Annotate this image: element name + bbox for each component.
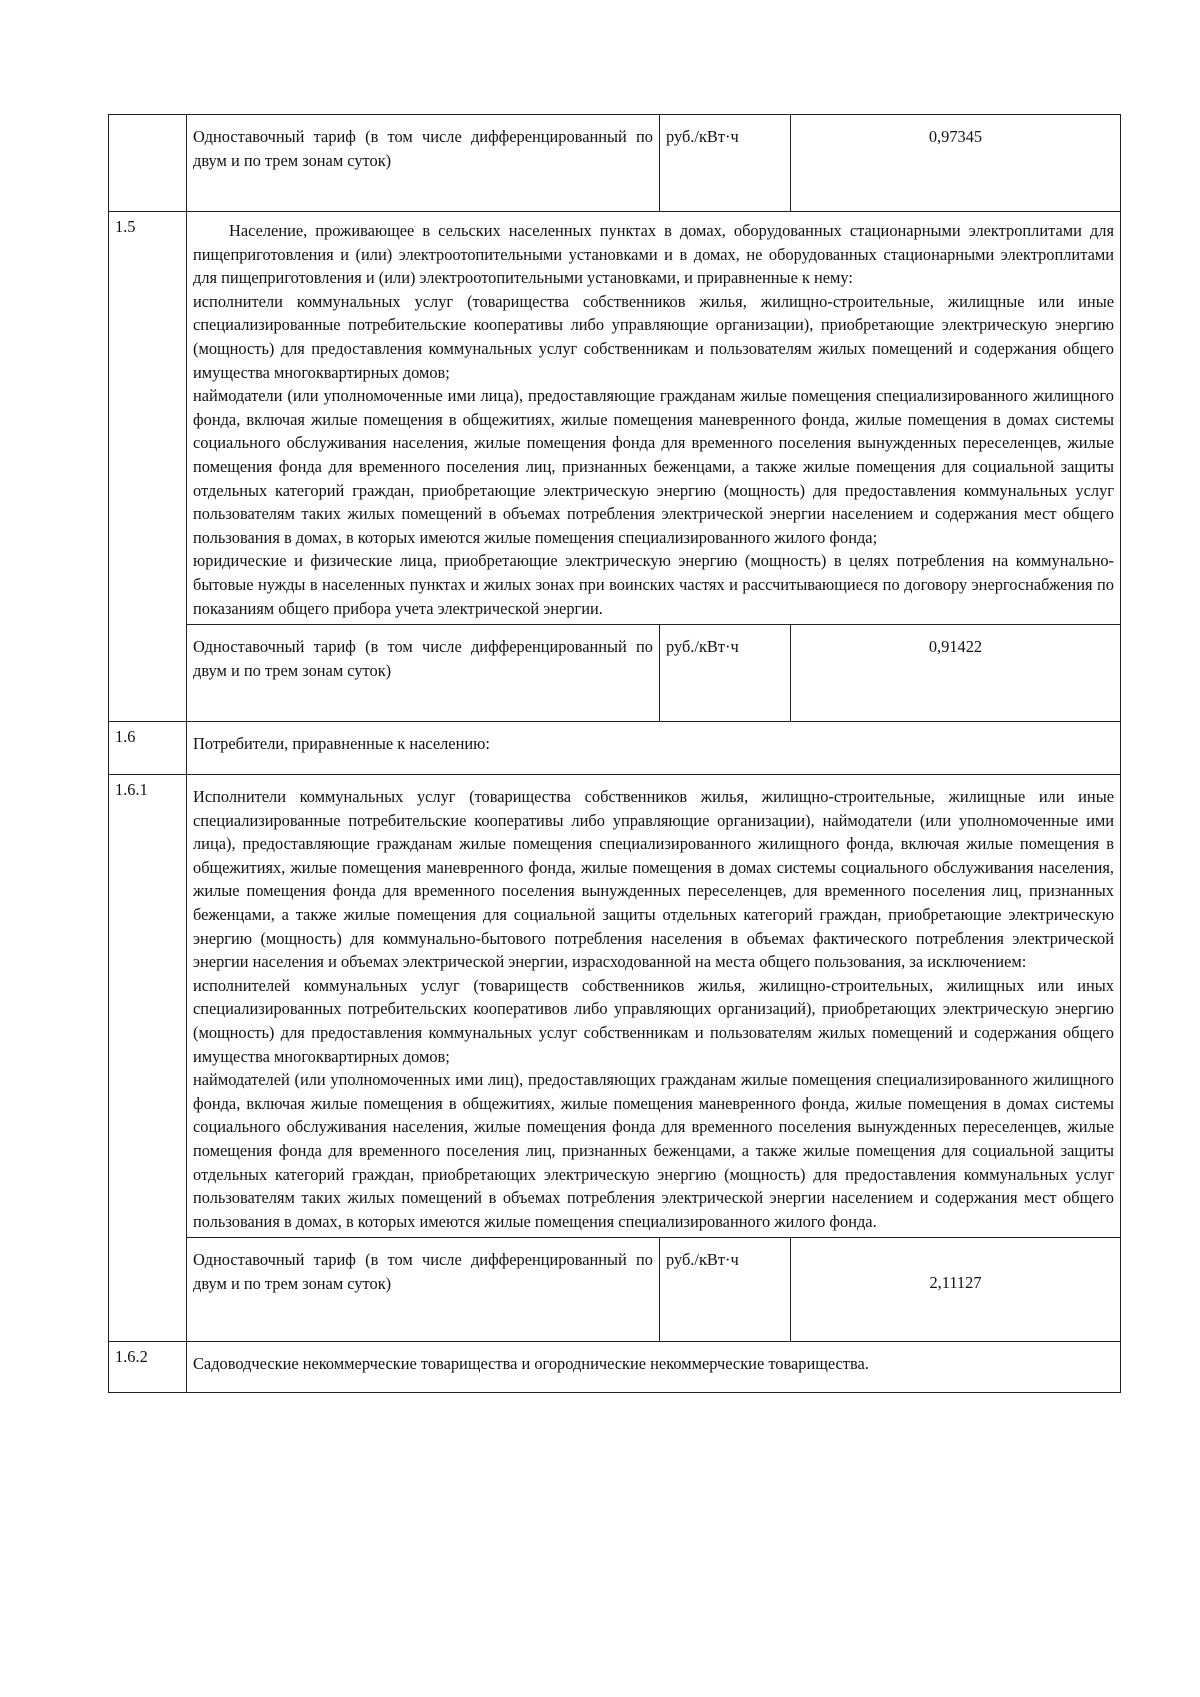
section-heading: Садоводческие некоммерческие товарищества и огороднические некоммерческие товарищества. bbox=[187, 1342, 1121, 1393]
row-number-cell bbox=[109, 115, 187, 212]
tariff-unit: руб./кВт·ч bbox=[660, 625, 791, 722]
row-number: 1.6.1 bbox=[109, 775, 187, 1342]
document-page bbox=[108, 114, 1120, 1393]
paragraph: Исполнители коммунальных услуг (товарищества собственников жилья, жилищно-строительные, жилищные или иные специализированные потребительские кооперативы либо управляющие организации), наймодатели (или уполномоченные ими лица), предоставляющие гражданам жилые помещения специализированного жилищного фонда, включая жилые помещения в общежитиях, жилые помещения маневренного фонда, жилые помещения в домах системы социального обслуживания населения, жилые помещения фонда для временного поселения вынужденных переселенцев, для временного поселения лиц, признанных беженцами, а также жилые помещения для социальной защиты отдельных категорий граждан, приобретающие электрическую энергию (мощность) для коммунально-бытового потребления населения в объемах фактического потребления электрической энергии населения и объемах электрической энергии, израсходованной на места общего пользования, за исключением: bbox=[193, 787, 1114, 972]
tariff-unit: руб./кВт·ч bbox=[660, 115, 791, 212]
paragraph: наймодателей (или уполномоченных ими лиц), предоставляющих гражданам жилые помещения специализированного жилищного фонда, включая жилые помещения в общежитиях, жилые помещения маневренного фонда, жилые помещения в домах системы социального обслуживания населения, жилые помещения фонда для временного поселения вынужденных переселенцев, жилые помещения фонда для временного поселения лиц, признанных беженцами, а также жилые помещения для социальной защиты отдельных категорий граждан, приобретающих электрическую энергию (мощность) для предоставления коммунальных услуг пользователям таких жилых помещений в объемах потребления электрической энергии населением и содержания мест общего пользования в домах, в которых имеются жилые помещения специализированного жилого фонда. bbox=[193, 1070, 1114, 1231]
table-row bbox=[109, 212, 1121, 625]
table-row bbox=[109, 115, 1121, 212]
section-description bbox=[187, 212, 1121, 625]
tariff-label: Одноставочный тариф (в том числе дифференцированный по двум и по трем зонам суток) bbox=[187, 625, 660, 722]
paragraph: исполнители коммунальных услуг (товарищества собственников жилья, жилищно-строительные, жилищные или иные специализированные потребительские кооперативы либо управляющие организации), приобретающие электрическую энергию (мощность) для предоставления коммунальных услуг собственникам и пользователям жилых помещений и содержания общего имущества многоквартирных домов; bbox=[193, 291, 1114, 382]
tariff-label: Одноставочный тариф (в том числе дифференцированный по двум и по трем зонам суток) bbox=[187, 1238, 660, 1342]
paragraph: наймодатели (или уполномоченные ими лица), предоставляющие гражданам жилые помещения специализированного жилищного фонда, включая жилые помещения в общежитиях, жилые помещения маневренного фонда, жилые помещения в домах системы социального обслуживания населения, жилые помещения фонда для временного поселения вынужденных переселенцев, жилые помещения фонда для временного поселения лиц, признанных беженцами, а также жилые помещения для социальной защиты отдельных категорий граждан, приобретающие электрическую энергию (мощность) для предоставления коммунальных услуг пользователям таких жилых помещений в объемах потребления электрической энергии населением и содержания мест общего пользования в домах, в которых имеются жилые помещения специализированного жилого фонда; bbox=[193, 386, 1114, 547]
tariff-value: 0,97345 bbox=[791, 115, 1121, 212]
row-number: 1.6 bbox=[109, 722, 187, 775]
tariff-value: 0,91422 bbox=[791, 625, 1121, 722]
tariff-label: Одноставочный тариф (в том числе дифференцированный по двум и по трем зонам суток) bbox=[187, 115, 660, 212]
section-description bbox=[187, 775, 1121, 1238]
tariff-unit: руб./кВт·ч bbox=[660, 1238, 791, 1342]
row-number: 1.6.2 bbox=[109, 1342, 187, 1393]
section-heading: Потребители, приравненные к населению: bbox=[187, 722, 1121, 775]
table-row bbox=[109, 775, 1121, 1238]
paragraph: Население, проживающее в сельских населенных пунктах в домах, оборудованных стационарными электроплитами для пищеприготовления и (или) электроотопительными установками и в домах, не оборудованных стационарными электроплитами для пищеприготовления и (или) электроотопительными установками, и приравненные к нему: bbox=[193, 221, 1114, 288]
paragraph: юридические и физические лица, приобретающие электрическую энергию (мощность) в целях потребления на коммунально-бытовые нужды в населенных пунктах и жилых зонах при воинских частях и рассчитывающиеся по договору энергоснабжения по показаниям общего прибора учета электрической энергии. bbox=[193, 551, 1114, 618]
tariff-table bbox=[108, 114, 1121, 1393]
table-row bbox=[109, 1238, 1121, 1342]
table-row bbox=[109, 1342, 1121, 1393]
tariff-value: 2,11127 bbox=[791, 1238, 1121, 1342]
table-row bbox=[109, 625, 1121, 722]
table-row bbox=[109, 722, 1121, 775]
paragraph: исполнителей коммунальных услуг (товариществ собственников жилья, жилищно-строительных, жилищных или иных специализированных потребительских кооперативов либо управляющих организаций), приобретающих электрическую энергию (мощность) для предоставления коммунальных услуг собственникам и пользователям жилых помещений и содержания общего имущества многоквартирных домов; bbox=[193, 975, 1114, 1066]
row-number: 1.5 bbox=[109, 212, 187, 722]
